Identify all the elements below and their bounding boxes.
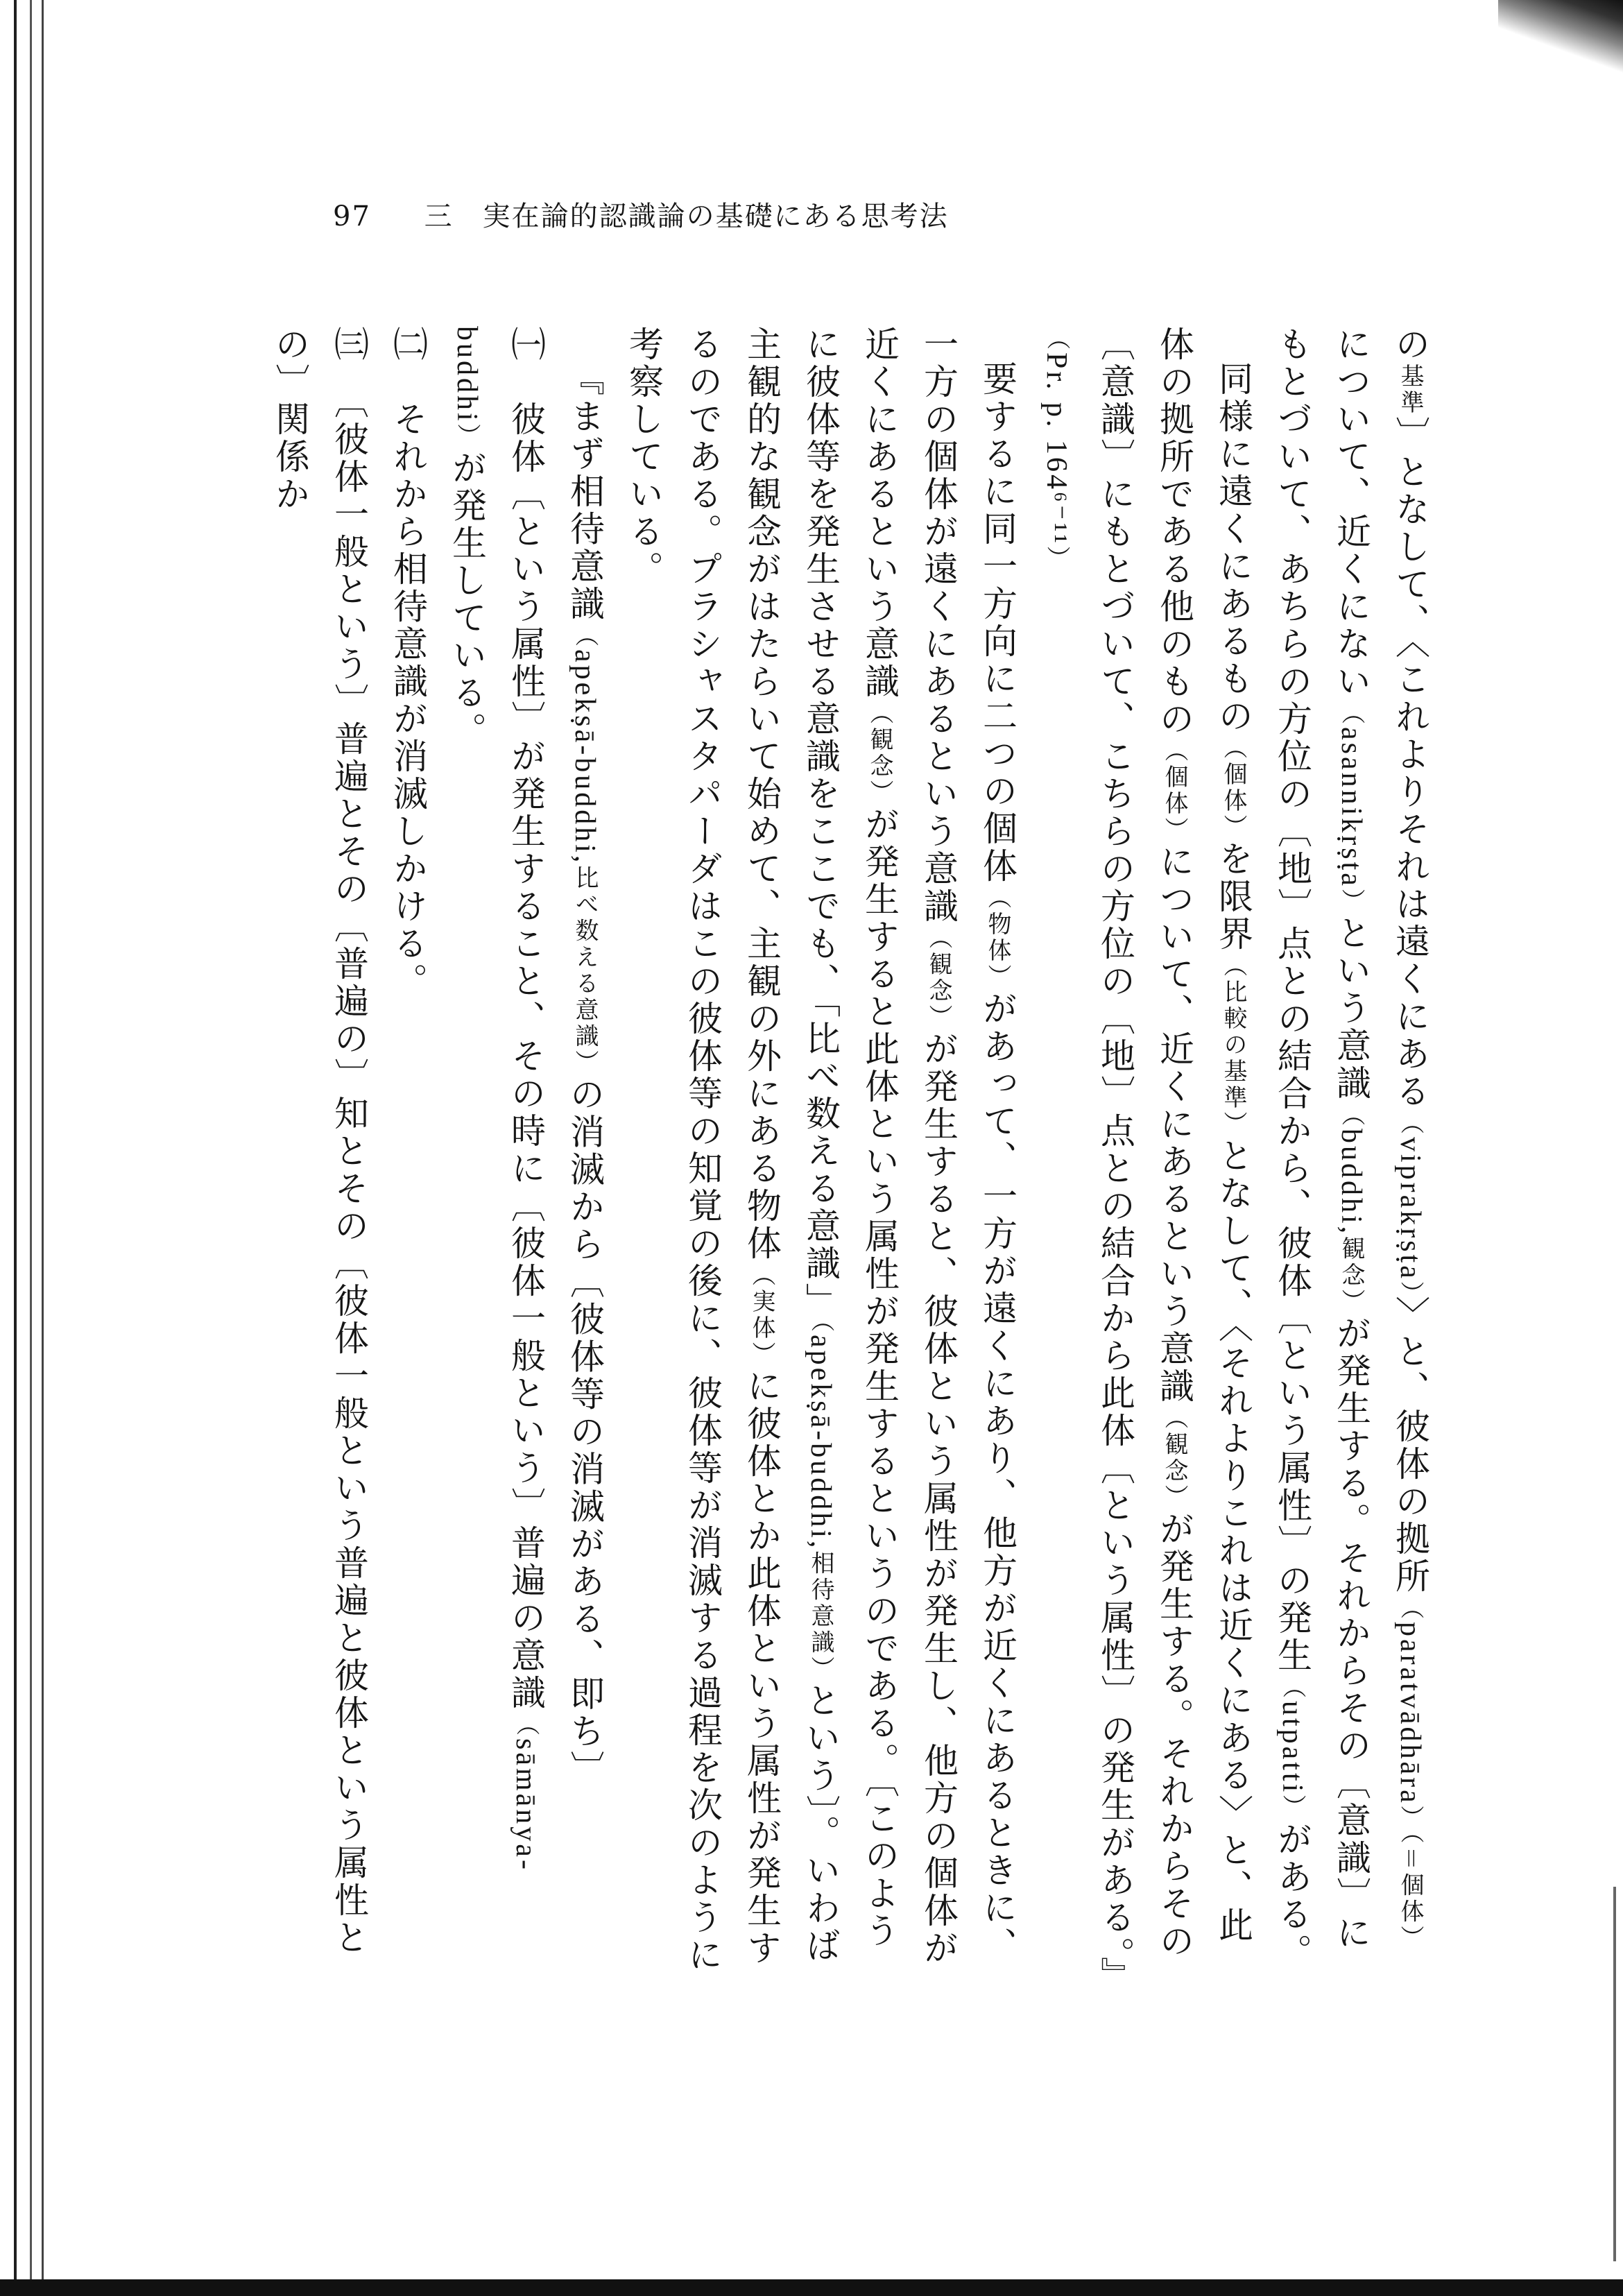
scan-binding-edge (14, 0, 32, 2282)
inline-note: 基準 (1396, 363, 1424, 416)
romanized-term: sāmānya-buddhi (451, 326, 542, 1872)
text-run: の消滅から〔彼体等の消滅がある、即ち〕 (565, 1076, 605, 1788)
text-run: の (1390, 326, 1430, 363)
paragraph (614, 326, 1027, 1977)
inline-note: ） (1337, 888, 1365, 915)
inline-note: （ (1042, 326, 1070, 352)
text-run: が発生する。それからその〔意識〕にもとづいて、こちらの方位の〔地〕点との結合から此体〔という属性〕の発生がある。』 (1095, 326, 1194, 1994)
romanized-term: utpatti (1276, 1701, 1308, 1795)
text-run: ㈠ 彼体〔という属性〕が発生すること、その時に〔彼体一般という〕普遍の意識 (506, 326, 546, 1712)
romanized-term: buddhi, (1335, 1128, 1367, 1237)
romanized-term: apekṣā-buddhi, (569, 649, 601, 866)
inline-note: （観念） (925, 925, 952, 1031)
inline-note: （ (1396, 1111, 1424, 1137)
inline-note: （ (571, 623, 599, 649)
text-run: ㈢ 〔彼体一般という〕普遍とその〔普遍の〕知とその〔彼体一般という普遍と彼体という属性との〕関係か (270, 326, 369, 1957)
inline-note: ） (1396, 1805, 1424, 1832)
romanized-term: asannikṛṣṭa (1335, 727, 1367, 889)
romanized-term: paratvādhāra (1394, 1621, 1426, 1806)
page-number: 97 (333, 200, 371, 232)
inline-note: （ (1337, 1102, 1365, 1129)
text-run: 〕となして、〈これよりそれは遠くにある (1390, 416, 1430, 1111)
romanized-term: apekṣā-buddhi, (805, 1335, 836, 1551)
text-run: が発生すると此体という属性が発生するというのである。〔このように彼体等を発生させる意識をここでも、「比べ数える意識」 (800, 326, 900, 1950)
romanized-term: viprakṛṣṭa (1394, 1137, 1426, 1281)
inline-note: （実体） (748, 1262, 775, 1368)
text-run: となして、〈それよりこれは近くにある〉と、此体の拠所である他のもの (1154, 326, 1253, 1944)
inline-note: 相待意識） (807, 1550, 834, 1683)
text-run: 要するに同一方向に二つの個体 (977, 361, 1017, 885)
scan-gutter-line (42, 0, 44, 2282)
scan-right-edge-mark (1613, 1887, 1616, 2261)
text-run: が発生している。 (447, 449, 487, 750)
text-run: について、近くにない (1331, 326, 1371, 701)
body-text (270, 326, 1439, 1994)
inline-note: （ (1278, 1674, 1306, 1701)
text-run: 〉と、彼体の拠所 (1390, 1295, 1430, 1595)
running-head (333, 196, 949, 237)
text-run: に彼体とか此体という属性が発生するのである。プラシャスタパーダはこの彼体等の知覚の後に、彼体等が消滅する過程を次のように考察している。 (624, 326, 782, 1974)
inline-note: （物体） (984, 885, 1011, 991)
inline-note: （＝個体） (1396, 1831, 1424, 1952)
list-item (260, 326, 378, 1977)
inline-note: ） (1396, 1280, 1424, 1296)
inline-note: （個体） (1219, 735, 1247, 841)
scan-bottom-edge (0, 2279, 1623, 2296)
inline-note: （ (512, 1712, 540, 1738)
inline-note: （ (1337, 701, 1365, 727)
inline-note: （個体） (1160, 738, 1188, 843)
inline-note: （ (807, 1320, 834, 1335)
inline-note: （比較の基準） (1219, 953, 1247, 1138)
list-item (378, 326, 437, 1977)
text-run: 『まず相待意識 (565, 361, 605, 623)
scan-corner-shadow (1498, 0, 1623, 76)
romanized-term: Pr. p. 164 (1040, 352, 1072, 492)
text-run: が発生すると、彼体という属性が発生し、他方の個体が近くにあるという意識 (859, 326, 959, 1967)
inline-note: 観念） (1337, 1236, 1365, 1316)
chapter-title: 三 実在論的認識論の基礎にある思考法 (424, 200, 949, 232)
inline-note: 比べ数える意識） (571, 865, 599, 1077)
text-run: があって、一方が遠くにあり、他方が近くにあるときに、一方の個体が遠くにあるという意識 (918, 326, 1017, 1964)
text-run: がある。 (1272, 1821, 1312, 1971)
paragraph (1262, 326, 1439, 1977)
inline-note: （ (1396, 1595, 1424, 1622)
paragraph (1027, 326, 1262, 1994)
paragraph (555, 326, 614, 1977)
romanized-term: ⁶⁻¹¹ (1040, 492, 1072, 547)
inline-note: ） (1042, 546, 1070, 573)
text-run: 同様に遠くにあるもの (1213, 361, 1253, 735)
text-run: という意識 (1331, 914, 1371, 1102)
inline-note: （観念） (866, 701, 893, 806)
text-run: が発生する。それからその〔意識〕にもとづいて、あちらの方位の〔地〕点との結合から、彼体〔という属性〕の発生 (1272, 326, 1371, 1953)
text-run: ㈡ それから相待意識が消滅しかける。 (388, 326, 428, 1000)
inline-note: ） (453, 423, 481, 450)
text-run: という〕。いわば主観的な観念がはたらいて始めて、主観の外にある物体 (741, 326, 841, 1965)
inline-note: （観念） (1160, 1405, 1188, 1511)
text-run: について、近くにあるという意識 (1154, 843, 1194, 1405)
list-item (437, 326, 555, 1977)
text-run: を限界 (1213, 841, 1253, 953)
inline-note: ） (1278, 1794, 1306, 1822)
